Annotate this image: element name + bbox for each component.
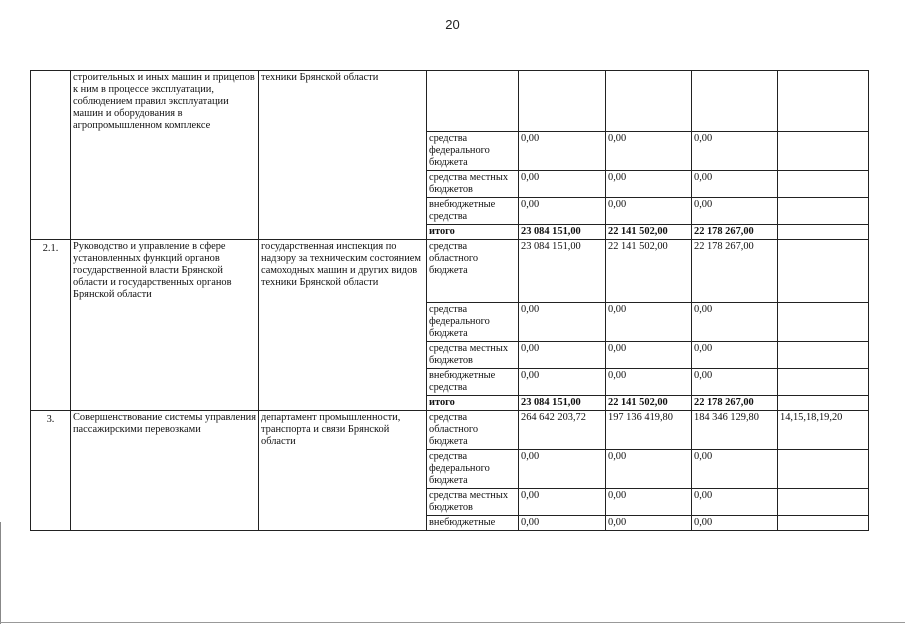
- indicator-refs: [778, 303, 869, 342]
- event-name: Руководство и управление в сфере установленных функций органов государственной власти Брянской области и государственных органов Брянской области: [71, 240, 259, 411]
- amount-year-2: 0,00: [606, 516, 692, 531]
- funding-source-total: итого: [427, 225, 519, 240]
- amount-year-1: 0,00: [519, 489, 606, 516]
- row-number: [31, 71, 71, 240]
- amount-year-1: 0,00: [519, 303, 606, 342]
- funding-source: внебюджетные: [427, 516, 519, 531]
- table-row: [31, 71, 869, 132]
- amount-year-3: 22 178 267,00: [692, 396, 778, 411]
- amount-year-1: 0,00: [519, 171, 606, 198]
- indicator-refs: [778, 171, 869, 198]
- amount-year-2: 22 141 502,00: [606, 396, 692, 411]
- row-number: 2.1.: [31, 240, 71, 411]
- amount-year-1: 23 084 151,00: [519, 396, 606, 411]
- funding-source: средства областного бюджета: [427, 411, 519, 450]
- amount-year-1: 0,00: [519, 132, 606, 171]
- amount-year-3: 22 178 267,00: [692, 225, 778, 240]
- funding-source: средства местных бюджетов: [427, 342, 519, 369]
- executor: департамент промышленности, транспорта и связи Брянской области: [259, 411, 427, 531]
- amount-year-1: 0,00: [519, 369, 606, 396]
- scan-margin-line: [0, 522, 1, 624]
- amount-year-3: 0,00: [692, 489, 778, 516]
- amount-year-2: 22 141 502,00: [606, 240, 692, 303]
- scan-bottom-edge: [0, 622, 905, 623]
- indicator-refs: [778, 369, 869, 396]
- table-row: [31, 411, 869, 450]
- funding-source: средства областного бюджета: [427, 240, 519, 303]
- amount-year-1: 23 084 151,00: [519, 240, 606, 303]
- amount-year-2: 0,00: [606, 369, 692, 396]
- amount-year-2: 0,00: [606, 198, 692, 225]
- event-name: строительных и иных машин и прицепов к ним в процессе эксплуатации, соблюдением правил эксплуатации машин и оборудования в агропромышленном комплексе: [71, 71, 259, 240]
- funding-source: средства федерального бюджета: [427, 132, 519, 171]
- indicator-refs: [778, 516, 869, 531]
- amount-year-2: 0,00: [606, 171, 692, 198]
- amount-year-3: 0,00: [692, 198, 778, 225]
- indicator-refs: [778, 489, 869, 516]
- amount-year-1: 0,00: [519, 198, 606, 225]
- indicator-refs: [778, 225, 869, 240]
- amount-year-3: 22 178 267,00: [692, 240, 778, 303]
- amount-year-3: 0,00: [692, 369, 778, 396]
- amount-year-2: 0,00: [606, 342, 692, 369]
- funding-source: [427, 71, 519, 132]
- amount-year-2: 0,00: [606, 489, 692, 516]
- amount-year-2: 197 136 419,80: [606, 411, 692, 450]
- amount-year-3: 0,00: [692, 342, 778, 369]
- amount-year-3: 0,00: [692, 171, 778, 198]
- indicator-refs: 14,15,18,19,20: [778, 411, 869, 450]
- indicator-refs: [778, 342, 869, 369]
- amount-year-1: [519, 71, 606, 132]
- amount-year-3: 0,00: [692, 303, 778, 342]
- amount-year-2: 22 141 502,00: [606, 225, 692, 240]
- indicator-refs: [778, 132, 869, 171]
- budget-table: [30, 70, 869, 531]
- amount-year-3: 0,00: [692, 132, 778, 171]
- funding-source-total: итого: [427, 396, 519, 411]
- amount-year-3: 0,00: [692, 516, 778, 531]
- indicator-refs: [778, 71, 869, 132]
- amount-year-1: 0,00: [519, 516, 606, 531]
- event-name: Совершенствование системы управления пассажирскими перевозками: [71, 411, 259, 531]
- amount-year-1: 23 084 151,00: [519, 225, 606, 240]
- indicator-refs: [778, 450, 869, 489]
- page-number: 20: [445, 17, 460, 32]
- amount-year-1: 264 642 203,72: [519, 411, 606, 450]
- funding-source: внебюджетные средства: [427, 369, 519, 396]
- executor: государственная инспекция по надзору за техническим состоянием самоходных машин и других видов техники Брянской области: [259, 240, 427, 411]
- indicator-refs: [778, 198, 869, 225]
- amount-year-2: 0,00: [606, 132, 692, 171]
- amount-year-2: 0,00: [606, 303, 692, 342]
- amount-year-3: [692, 71, 778, 132]
- funding-source: средства местных бюджетов: [427, 489, 519, 516]
- funding-source: средства местных бюджетов: [427, 171, 519, 198]
- funding-source: внебюджетные средства: [427, 198, 519, 225]
- amount-year-3: 184 346 129,80: [692, 411, 778, 450]
- funding-source: средства федерального бюджета: [427, 450, 519, 489]
- amount-year-1: 0,00: [519, 342, 606, 369]
- indicator-refs: [778, 240, 869, 303]
- amount-year-3: 0,00: [692, 450, 778, 489]
- table-row: [31, 240, 869, 303]
- executor: техники Брянской области: [259, 71, 427, 240]
- amount-year-1: 0,00: [519, 450, 606, 489]
- row-number: 3.: [31, 411, 71, 531]
- indicator-refs: [778, 396, 869, 411]
- amount-year-2: 0,00: [606, 450, 692, 489]
- amount-year-2: [606, 71, 692, 132]
- funding-source: средства федерального бюджета: [427, 303, 519, 342]
